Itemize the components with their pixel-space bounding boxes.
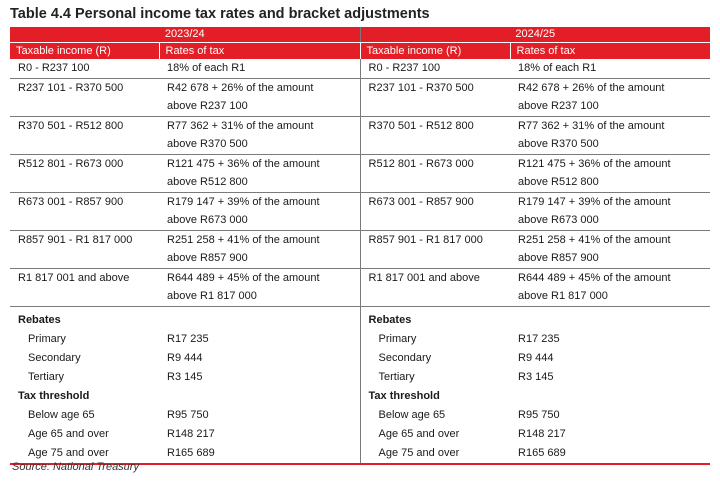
bracket-rate — [159, 154, 360, 192]
table-title: Table 4.4 Personal income tax rates and bracket adjustments — [10, 6, 430, 22]
col-header-rates-1: Rates of tax — [159, 43, 360, 60]
bracket-rate-line1: R77 362 + 31% of the amount — [167, 119, 314, 132]
rebate-row — [10, 330, 710, 349]
bracket-rate-line2: above R857 900 — [518, 252, 599, 264]
bracket-income: R237 101 - R370 500 — [360, 78, 510, 116]
bracket-rate-line2: above R370 500 — [518, 138, 599, 150]
rebate-value: R9 444 — [518, 351, 554, 364]
column-header-row — [10, 43, 710, 60]
tax-table — [10, 27, 710, 465]
bracket-row — [10, 116, 710, 154]
bracket-rate — [159, 78, 360, 116]
rebate-label: Tertiary — [28, 370, 65, 383]
bracket-rate-line1: 18% of each R1 — [518, 62, 597, 74]
bracket-rate-line1: R42 678 + 26% of the amount — [167, 81, 314, 94]
threshold-label: Age 65 and over — [28, 427, 109, 440]
rebates-heading-row — [10, 311, 710, 330]
bracket-income: R1 817 001 and above — [360, 268, 510, 306]
threshold-heading-row — [10, 387, 710, 406]
threshold-value: R165 689 — [159, 444, 360, 464]
bracket-rate-line1: R251 258 + 41% of the amount — [518, 233, 671, 246]
bracket-rate — [510, 116, 710, 154]
threshold-label: Age 75 and over — [10, 444, 159, 464]
rebate-label: Tertiary — [360, 368, 510, 387]
bracket-income: R512 801 - R673 000 — [10, 154, 159, 192]
bracket-income: R370 501 - R512 800 — [360, 116, 510, 154]
bracket-income: R673 001 - R857 900 — [360, 192, 510, 230]
bracket-income: R0 - R237 100 — [360, 59, 510, 78]
rebate-label: Primary — [28, 332, 66, 345]
bracket-income: R512 801 - R673 000 — [360, 154, 510, 192]
bracket-rate-line1: R42 678 + 26% of the amount — [518, 81, 665, 94]
bracket-rate — [159, 59, 360, 78]
col-header-rates-2: Rates of tax — [510, 43, 710, 60]
threshold-value: R95 750 — [167, 408, 209, 421]
bracket-rate — [159, 192, 360, 230]
bracket-income: R673 001 - R857 900 — [10, 192, 159, 230]
rebate-value: R17 235 — [167, 332, 209, 345]
bracket-rate-line2: above R237 100 — [518, 100, 599, 112]
threshold-row — [10, 406, 710, 425]
bracket-rate — [510, 268, 710, 306]
bracket-rate-line1: R121 475 + 36% of the amount — [167, 157, 320, 170]
rebate-label: Secondary — [360, 349, 510, 368]
col-header-income-2: Taxable income (R) — [360, 43, 510, 60]
threshold-heading: Tax threshold — [360, 387, 510, 406]
year-2023-24: 2023/24 — [10, 27, 360, 43]
bracket-income: R237 101 - R370 500 — [10, 78, 159, 116]
bracket-rate-line1: R251 258 + 41% of the amount — [167, 233, 320, 246]
rebate-value: R3 145 — [167, 370, 203, 383]
threshold-value: R165 689 — [510, 444, 710, 464]
threshold-label: Below age 65 — [360, 406, 510, 425]
rebate-row — [10, 368, 710, 387]
rebate-label: Primary — [360, 330, 510, 349]
bracket-rate-line1: R179 147 + 39% of the amount — [518, 195, 671, 208]
bracket-row — [10, 78, 710, 116]
threshold-label: Age 65 and over — [360, 425, 510, 444]
rebate-value: R17 235 — [518, 332, 560, 345]
threshold-value: R95 750 — [518, 408, 560, 421]
source-note: Source: National Treasury — [12, 461, 139, 473]
bracket-rate — [159, 230, 360, 268]
bracket-row — [10, 59, 710, 78]
col-header-income-1: Taxable income (R) — [10, 43, 159, 60]
rebates-heading: Rebates — [18, 313, 61, 326]
bracket-row — [10, 154, 710, 192]
bracket-rate-line1: R77 362 + 31% of the amount — [518, 119, 665, 132]
bracket-rate-line2: above R673 000 — [518, 214, 599, 226]
threshold-heading: Tax threshold — [18, 389, 90, 402]
bracket-income: R0 - R237 100 — [10, 59, 159, 78]
bracket-rate-line2: above R512 800 — [518, 176, 599, 188]
bracket-rate — [510, 78, 710, 116]
bracket-rate — [510, 154, 710, 192]
bracket-rate-line1: 18% of each R1 — [167, 62, 246, 74]
threshold-value: R148 217 — [518, 427, 566, 440]
bracket-rate-line2: above R857 900 — [167, 252, 248, 264]
threshold-value: R148 217 — [167, 427, 215, 440]
bracket-rate-line2: above R237 100 — [167, 100, 248, 112]
bracket-rate-line2: above R1 817 000 — [167, 290, 257, 302]
rebates-heading: Rebates — [360, 311, 510, 330]
bracket-income: R857 901 - R1 817 000 — [360, 230, 510, 268]
rebate-value: R3 145 — [518, 370, 554, 383]
bracket-income: R1 817 001 and above — [10, 268, 159, 306]
threshold-label: Below age 65 — [28, 408, 95, 421]
bracket-rate-line2: above R512 800 — [167, 176, 248, 188]
bracket-rate — [159, 116, 360, 154]
bracket-rate — [510, 59, 710, 78]
bracket-rate-line2: above R1 817 000 — [518, 290, 608, 302]
bracket-income: R857 901 - R1 817 000 — [10, 230, 159, 268]
bracket-rate-line2: above R370 500 — [167, 138, 248, 150]
bracket-row — [10, 192, 710, 230]
bracket-rate-line1: R121 475 + 36% of the amount — [518, 157, 671, 170]
bracket-rate — [510, 192, 710, 230]
bracket-rate-line2: above R673 000 — [167, 214, 248, 226]
bracket-rate — [510, 230, 710, 268]
threshold-row — [10, 425, 710, 444]
year-2024-25: 2024/25 — [360, 27, 710, 43]
rebate-value: R9 444 — [167, 351, 203, 364]
bracket-row — [10, 230, 710, 268]
rebate-row — [10, 349, 710, 368]
bracket-rate-line1: R644 489 + 45% of the amount — [518, 271, 671, 284]
bracket-income: R370 501 - R512 800 — [10, 116, 159, 154]
bracket-rate-line1: R179 147 + 39% of the amount — [167, 195, 320, 208]
bracket-row — [10, 268, 710, 306]
bracket-rate — [159, 268, 360, 306]
rebate-label: Secondary — [28, 351, 81, 364]
year-header-row — [10, 27, 710, 43]
threshold-label: Age 75 and over — [360, 444, 510, 464]
bracket-rate-line1: R644 489 + 45% of the amount — [167, 271, 320, 284]
